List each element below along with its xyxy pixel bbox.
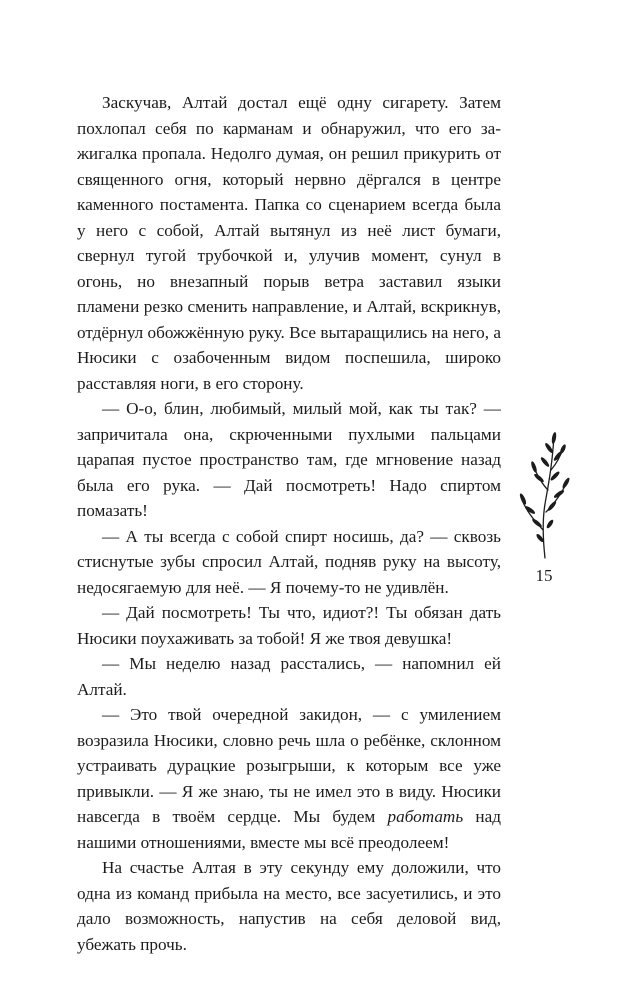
paragraph-5 [77, 651, 501, 702]
paragraph-4 [77, 600, 501, 651]
paragraph-text: — А ты всегда с собой спирт носишь, да? — сквозь стиснутые зубы спросил Алтай, подняв руку на высоту, недосягаемую для неё. — Я почему-то не удивлён. [77, 526, 501, 597]
paragraph-3 [77, 524, 501, 601]
leafy-sprig-icon [512, 430, 570, 560]
paragraph-text: — Это твой очередной закидон, — с умилением возразила Нюсики, словно речь шла о ребёнке, склонном устраивать дурацкие розыгрыши, к которым все уже привыкли. — Я же знаю, ты не имел это в виду. Нюсики навсегда в твоём сердце. Мы будем [77, 705, 501, 826]
paragraph-1 [77, 90, 501, 396]
paragraph-text: — О-о, блин, любимый, милый мой, как ты так? — запричитала она, скрюченными пухлыми пальцами царапая пустое пространство там, где мгновение назад была его рука. — Дай посмотреть! Надо спиртом помазать! [77, 399, 501, 520]
paragraph-text: — Дай посмотреть! Ты что, идиот?! Ты обязан дать Нюсики поухаживать за тобой! Я же твоя девушка! [77, 603, 501, 648]
paragraph-7 [77, 855, 501, 957]
italic-emphasis: работать [387, 807, 464, 826]
paragraph-2 [77, 396, 501, 524]
paragraph-text: На счастье Алтая в эту секунду ему доложили, что одна из команд прибыла на место, все засуетились, и это дало возможность, напустив на себя деловой вид, убежать прочь. [77, 858, 501, 954]
paragraph-text: над нашими отношениями, вместе мы всё преодолеем! [77, 807, 501, 852]
paragraph-text: — Мы неделю назад расстались, — напомнил ей Алтай. [77, 654, 501, 699]
page-number: 15 [535, 566, 553, 585]
paragraph-text: Заскучав, Алтай достал ещё одну сигарету. Затем похлопал себя по карманам и обнаружил, что его зажигалка пропала. Недолго думая, он решил прикурить от священного огня, который нервно дёргался в центре каменного постамента. Папка со сценарием всегда была у него с собой, Алтай вытянул из неё лист бумаги, свернул тугой трубочкой и, улучив момент, сунул в огонь, но внезапный порыв ветра заставил языки пламени резко сменить направление, и Алтай, вскрикнув, отдёрнул обожжённую руку. Все вытаращились на него, а Нюсики с озабоченным видом поспешила, широко расставляя ноги, в его сторону. [77, 93, 501, 393]
body-text [77, 90, 501, 957]
paragraph-6 [77, 702, 501, 855]
